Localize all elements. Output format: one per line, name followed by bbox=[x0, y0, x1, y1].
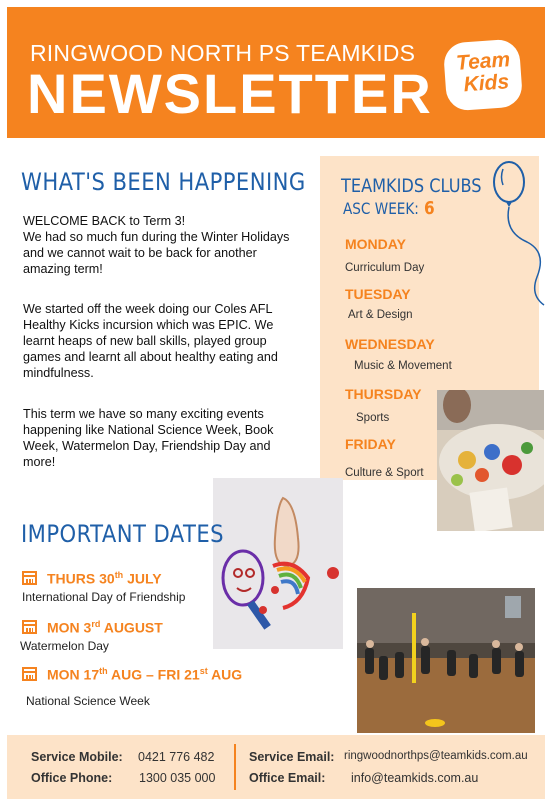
club-day-friday: FRIDAY bbox=[345, 436, 396, 452]
asc-week-label: ASC WEEK: bbox=[343, 199, 419, 218]
service-email-label: Service Email: bbox=[249, 750, 335, 764]
teamkids-logo bbox=[443, 38, 524, 111]
office-phone-value: 1300 035 000 bbox=[139, 771, 216, 785]
club-activity-friday: Culture & Sport bbox=[345, 467, 424, 479]
club-activity-monday: Curriculum Day bbox=[345, 262, 425, 274]
asc-week-number: 6 bbox=[423, 198, 435, 219]
craft-artwork-photo bbox=[213, 478, 343, 649]
club-activity-wednesday: Music & Movement bbox=[354, 360, 452, 372]
logo-text-kids: Kids bbox=[462, 70, 510, 97]
asc-week bbox=[343, 198, 435, 219]
club-activity-tuesday: Art & Design bbox=[348, 309, 413, 321]
events-paragraph: This term we have so many exciting events happening like National Science Week, Book Week, Watermelon Day, Friendship Day and more! bbox=[23, 407, 274, 469]
clubs-heading: TEAMKIDS CLUBS bbox=[341, 175, 482, 197]
contact-footer bbox=[7, 735, 545, 799]
calendar-icon bbox=[22, 667, 37, 681]
office-email-value[interactable]: info@teamkids.com.au bbox=[351, 771, 479, 785]
page-title: NEWSLETTER bbox=[27, 62, 433, 125]
header-subtitle: RINGWOOD NORTH PS TEAMKIDS bbox=[30, 40, 416, 66]
date-description: National Science Week bbox=[26, 694, 150, 708]
happening-heading: WHAT'S BEEN HAPPENING bbox=[21, 168, 306, 196]
date-item-friendship bbox=[22, 568, 162, 588]
balloon-illustration bbox=[482, 157, 552, 307]
calendar-icon bbox=[22, 620, 37, 634]
kids-playdough-photo bbox=[437, 390, 544, 531]
logo-text-team: Team bbox=[455, 48, 511, 75]
date-item-watermelon bbox=[22, 617, 163, 637]
date-description: Watermelon Day bbox=[20, 639, 109, 653]
service-email-value[interactable]: ringwoodnorthps@teamkids.com.au bbox=[344, 750, 528, 762]
service-mobile-label: Service Mobile: bbox=[31, 750, 123, 764]
service-mobile-value: 0421 776 482 bbox=[138, 750, 215, 764]
club-day-thursday: THURSDAY bbox=[345, 386, 422, 402]
office-phone-label: Office Phone: bbox=[31, 771, 113, 785]
office-email-label: Office Email: bbox=[249, 771, 326, 785]
date-description: International Day of Friendship bbox=[22, 590, 186, 604]
footer-divider bbox=[234, 744, 236, 790]
club-day-tuesday: TUESDAY bbox=[345, 286, 411, 302]
club-activity-thursday: Sports bbox=[356, 412, 390, 424]
club-day-wednesday: WEDNESDAY bbox=[345, 336, 435, 352]
date-item-science-week bbox=[22, 664, 242, 684]
calendar-icon bbox=[22, 571, 37, 585]
afl-paragraph: We started off the week doing our Coles AFL Healthy Kicks incursion which was EPIC. We learnt heaps of new ball skills, played group games and learnt all about healthy eating and mindfulness. bbox=[23, 302, 278, 380]
date-label: MON 17th AUG – FRI 21st AUG bbox=[47, 665, 243, 683]
welcome-paragraph: WELCOME BACK to Term 3! We had so much fun during the Winter Holidays and we cannot wait to be back for another amazing term! bbox=[23, 214, 290, 276]
date-label: THURS 30th JULY bbox=[47, 569, 162, 587]
club-day-monday: MONDAY bbox=[345, 236, 406, 252]
important-dates-heading: IMPORTANT DATES bbox=[21, 520, 225, 548]
school-hall-photo bbox=[357, 588, 535, 733]
date-label: MON 3rd AUGUST bbox=[47, 618, 163, 636]
